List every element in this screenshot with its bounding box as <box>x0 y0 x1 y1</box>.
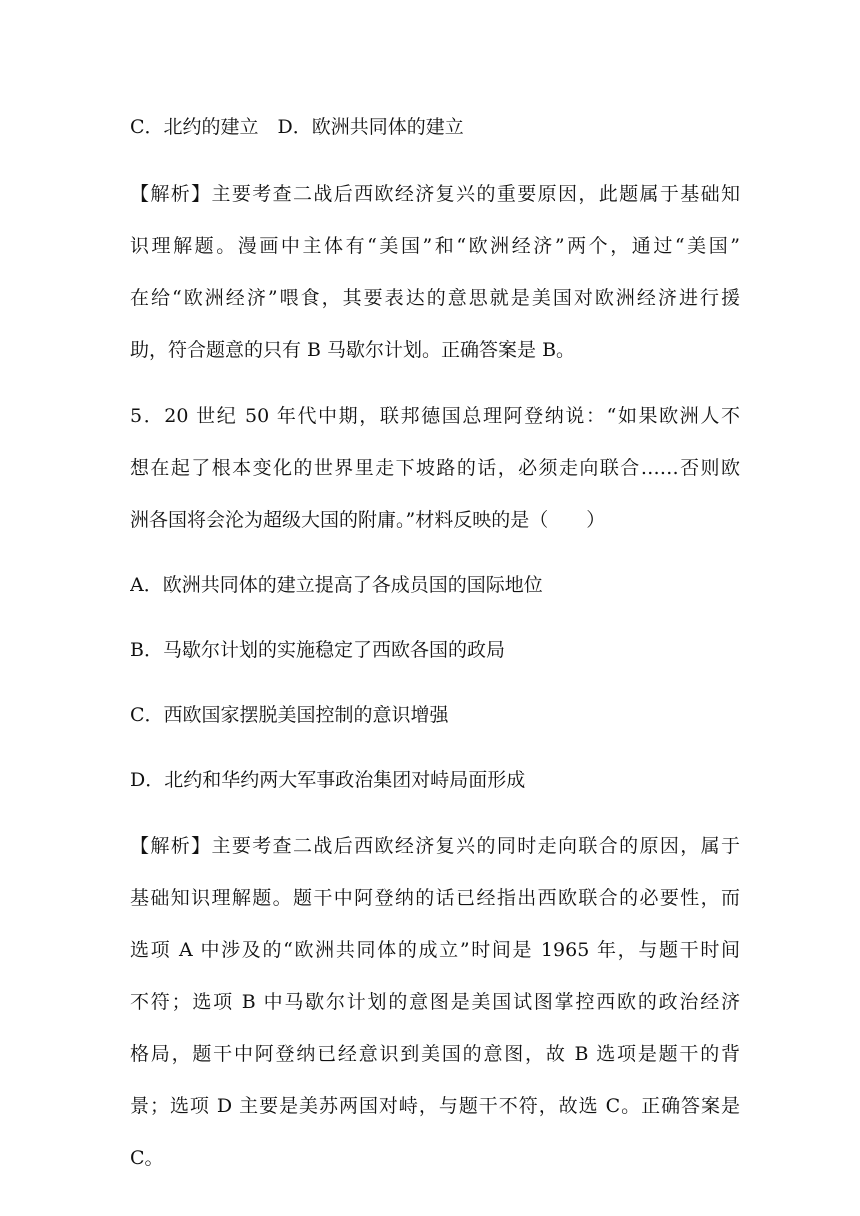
analysis-1-line-4: 助，符合题意的只有 B 马歇尔计划。正确答案是 B。 <box>130 339 576 361</box>
question-5-option-c: C．西欧国家摆脱美国控制的意识增强 <box>130 704 449 726</box>
question-5-stem-line-3: 洲各国将会沦为超级大国的附庸。”材料反映的是（ ） <box>130 509 606 531</box>
analysis-1-line-2: 识理解题。漫画中主体有“美国”和“欧洲经济”两个，通过“美国” <box>130 235 740 257</box>
question-5-stem-line-2: 想在起了根本变化的世界里走下坡路的话，必须走向联合……否则欧 <box>130 457 740 479</box>
analysis-2-line-2: 基础知识理解题。题干中阿登纳的话已经指出西欧联合的必要性，而 <box>130 887 740 909</box>
question-5-option-d: D．北约和华约两大军事政治集团对峙局面形成 <box>130 769 526 791</box>
analysis-2-line-6: 景；选项 D 主要是美苏两国对峙，与题干不符，故选 C。正确答案是 <box>130 1095 740 1117</box>
analysis-1-line-1: 【解析】主要考查二战后西欧经济复兴的重要原因，此题属于基础知 <box>130 183 740 205</box>
question-5-option-a: A．欧洲共同体的建立提高了各成员国的国际地位 <box>130 574 543 596</box>
analysis-2-line-5: 格局，题干中阿登纳已经意识到美国的意图，故 B 选项是题干的背 <box>130 1043 740 1065</box>
analysis-2-line-7: C。 <box>130 1147 164 1169</box>
analysis-1-line-3: 在给“欧洲经济”喂食，其要表达的意思就是美国对欧洲经济进行援 <box>130 287 740 309</box>
analysis-2-line-1: 【解析】主要考查二战后西欧经济复兴的同时走向联合的原因，属于 <box>130 835 740 857</box>
analysis-2-line-4: 不符；选项 B 中马歇尔计划的意图是美国试图掌控西欧的政治经济 <box>130 991 740 1013</box>
analysis-2-line-3: 选项 A 中涉及的“欧洲共同体的成立”时间是 1965 年，与题干时间 <box>130 939 740 961</box>
question-5-stem-line-1: 5．20 世纪 50 年代中期，联邦德国总理阿登纳说：“如果欧洲人不 <box>130 405 740 427</box>
previous-options-line: C．北约的建立 D．欧洲共同体的建立 <box>130 116 464 138</box>
question-5-option-b: B．马歇尔计划的实施稳定了西欧各国的政局 <box>130 639 505 661</box>
